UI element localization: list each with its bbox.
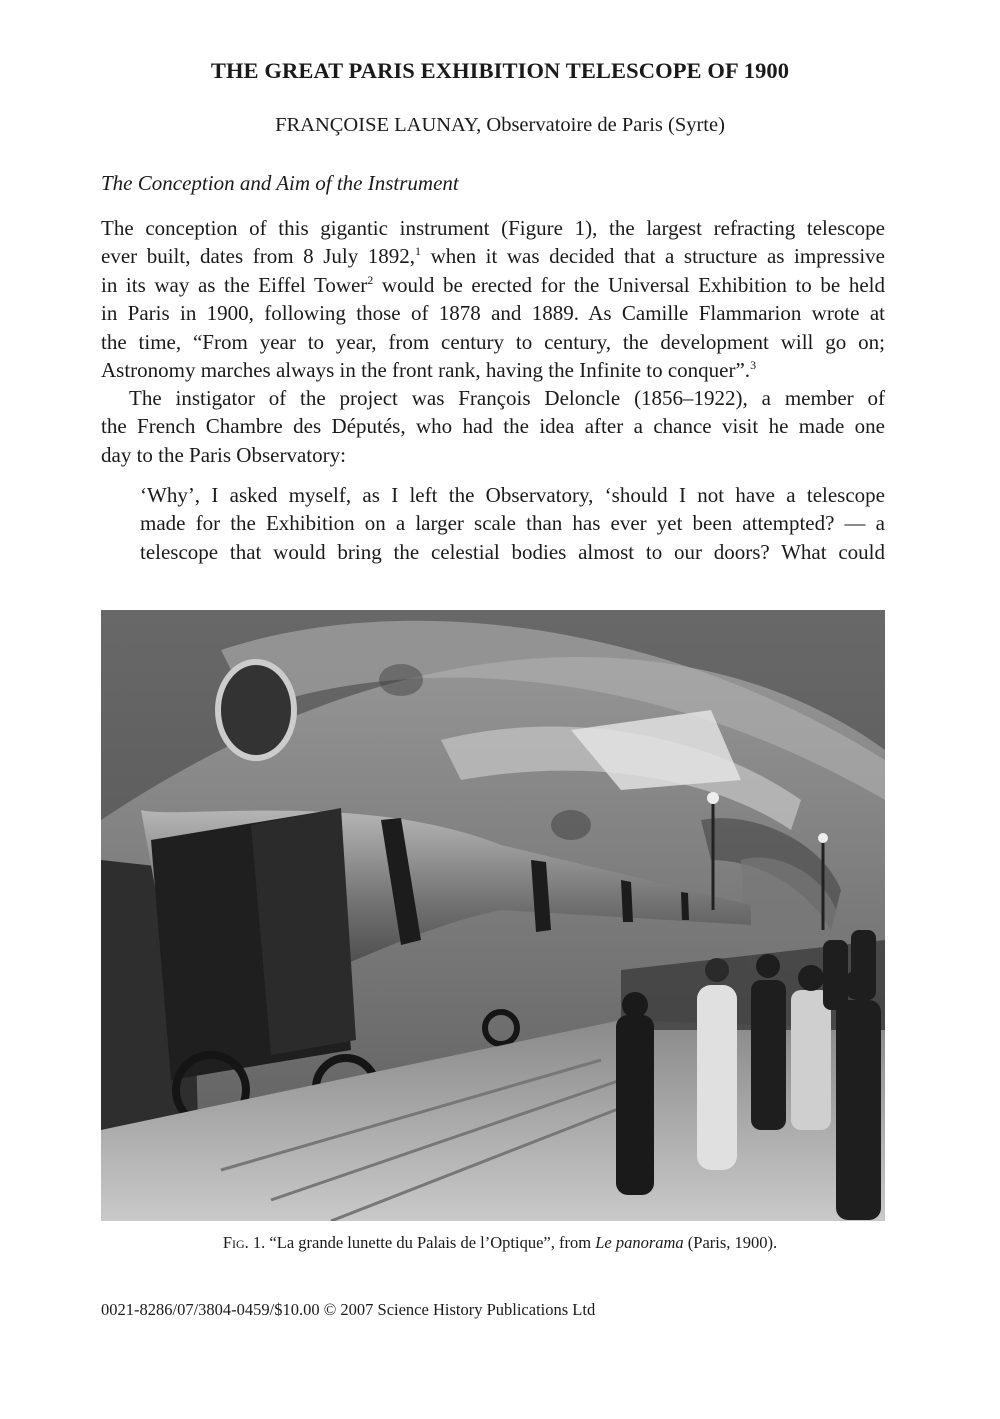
figure-caption: [0, 1233, 1000, 1253]
paragraph-line: ever built, dates from 8 July 1892,$^1$ when it was decided that a structure as impressive: [101, 244, 885, 269]
paragraph-line: The instigator of the project was François Deloncle (1856–1922), a member of: [129, 386, 885, 410]
paragraph-line: day to the Paris Observatory:: [101, 442, 346, 467]
figure-label: Fig.: [222, 1233, 249, 1252]
paragraph-line: in its way as the Eiffel Tower$^2$ would be erected for the Universal Exhibition to be held: [101, 272, 885, 297]
footnote-ref: 1: [415, 244, 422, 259]
author-name: FRANÇOISE LAUNAY: [275, 114, 477, 136]
paragraph-2: [101, 384, 885, 469]
figure-number: 1.: [252, 1233, 266, 1252]
paragraph-line: Astronomy marches always in the front rank, having the Infinite to conquer”.$^3$: [101, 358, 757, 383]
footnote-ref: 3: [750, 358, 757, 373]
quote-line: ‘Why’, I asked myself, as I left the Observatory, ‘should I not have a telescope: [140, 483, 885, 507]
footnote-ref: 2: [367, 272, 374, 287]
caption-text-end: (Paris, 1900).: [683, 1233, 778, 1252]
caption-source: Le panorama: [595, 1233, 684, 1252]
author-line: [0, 114, 1000, 137]
figure-photo: [101, 610, 885, 1221]
caption-text: “La grande lunette du Palais de l’Optique”, from: [265, 1233, 596, 1252]
copyright-footer: 0021-8286/07/3804-0459/$10.00 © 2007 Science History Publications Ltd: [101, 1300, 596, 1319]
block-quote: [140, 481, 885, 566]
paragraph-line: the time, “From year to year, from century to century, the development will go on;: [101, 329, 885, 354]
section-heading: The Conception and Aim of the Instrument: [101, 171, 459, 195]
quote-line: telescope that would bring the celestial bodies almost to our doors? What could: [140, 539, 885, 564]
telescope-hall-photo: [101, 610, 885, 1221]
paragraph-line: the French Chambre des Députés, who had the idea after a chance visit he made one: [101, 414, 885, 439]
paragraph-line: in Paris in 1900, following those of 1878 and 1889. As Camille Flammarion wrote at: [101, 301, 885, 326]
paragraph-1: [101, 214, 885, 384]
author-affiliation: , Observatoire de Paris (Syrte): [476, 114, 725, 136]
article-title: THE GREAT PARIS EXHIBITION TELESCOPE OF 1900: [210, 58, 790, 83]
quote-line: made for the Exhibition on a larger scale than has ever yet been attempted? — a: [140, 511, 885, 536]
paragraph-line: The conception of this gigantic instrument (Figure 1), the largest refracting telescope: [101, 216, 885, 240]
